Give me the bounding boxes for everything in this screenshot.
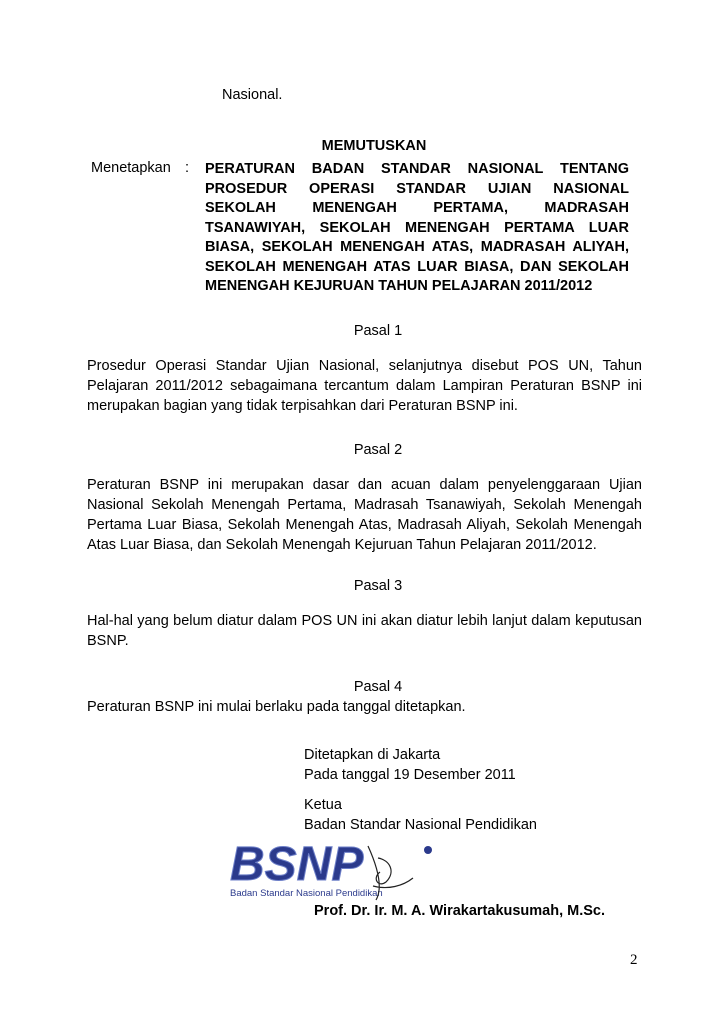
continuation-text: Nasional. (222, 87, 283, 103)
pasal-2-text: Peraturan BSNP ini merupakan dasar dan acuan dalam penyelenggaraan Ujian Nasional Sekolah Menengah Pertama, Madrasah Tsanawiyah, Sekolah Menengah Pertama Luar Biasa, Sekolah Menengah Atas, Madrasah Aliyah, Sekolah Menengah Atas Luar Biasa, dan Sekolah Menengah Kejuruan Tahun Pelajaran 2011/2012. (87, 477, 642, 553)
pasal-1-title: Pasal 1 (353, 323, 403, 339)
page-number: 2 (630, 952, 638, 968)
sign-role: Ketua (304, 797, 342, 813)
menetapkan-colon: : (185, 160, 190, 176)
signer-name: Prof. Dr. Ir. M. A. Wirakartakusumah, M.Sc. (314, 903, 606, 919)
menetapkan-label: Menetapkan (91, 160, 171, 176)
sign-date: Pada tanggal 19 Desember 2011 (304, 767, 516, 783)
menetapkan-body: PERATURAN BADAN STANDAR NASIONAL TENTANG PROSEDUR OPERASI STANDAR UJIAN NASIONAL SEKOLAH MENENGAH PERTAMA, MADRASAH TSANAWIYAH, SEKOLAH MENENGAH PERTAMA LUAR BIASA, SEKOLAH MENENGAH ATAS, MADRASAH ALIYAH, SEKOLAH MENENGAH ATAS LUAR BIASA, DAN SEKOLAH MENENGAH KEJURUAN TAHUN PELAJARAN 2011/2012 (205, 161, 629, 294)
pasal-3-title: Pasal 3 (353, 578, 403, 594)
sign-place: Ditetapkan di Jakarta (304, 747, 441, 763)
sign-org: Badan Standar Nasional Pendidikan (304, 817, 537, 833)
pasal-1-text: Prosedur Operasi Standar Ujian Nasional, selanjutnya disebut POS UN, Tahun Pelajaran 2011/2012 sebagaimana tercantum dalam Lampiran Peraturan BSNP ini merupakan bagian yang tidak terpisahkan dari Peraturan BSNP ini. (87, 358, 642, 414)
pasal-4-title: Pasal 4 (353, 679, 403, 695)
bsnp-logo (228, 838, 438, 908)
svg-text:Badan Standar Nasional Pendidi: Badan Standar Nasional Pendidikan (230, 888, 383, 899)
pasal-4-text: Peraturan BSNP ini mulai berlaku pada tanggal ditetapkan. (87, 699, 466, 715)
svg-text:BSNP: BSNP (230, 838, 364, 891)
decision-title: MEMUTUSKAN (321, 138, 427, 154)
signature-block (304, 745, 537, 835)
pasal-2-title: Pasal 2 (353, 442, 403, 458)
pasal-3-text: Hal-hal yang belum diatur dalam POS UN ini akan diatur lebih lanjut dalam keputusan BSNP. (87, 613, 642, 649)
